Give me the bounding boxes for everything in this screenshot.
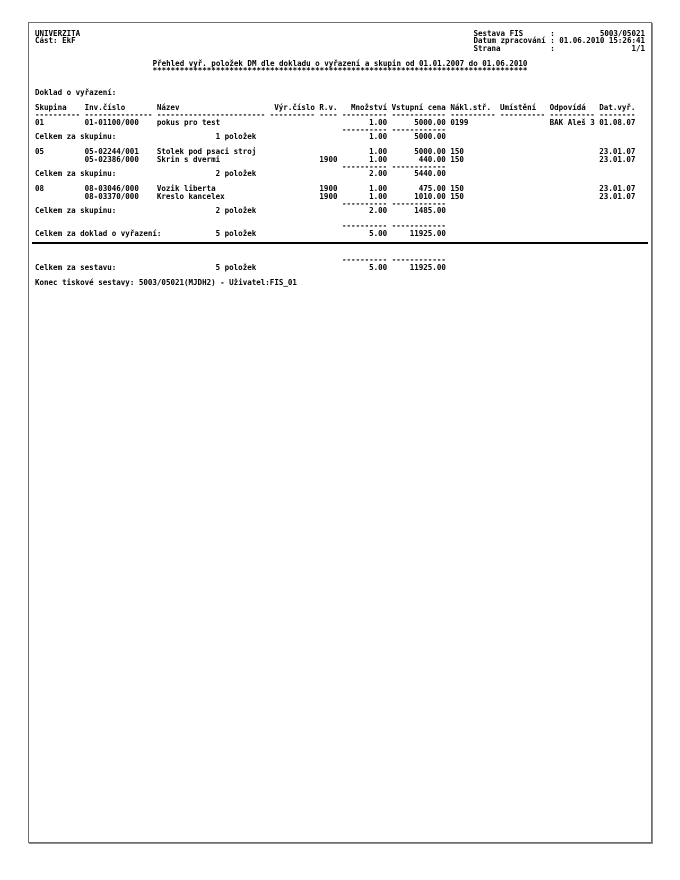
dash: ------------------------ <box>156 110 266 120</box>
col-header: R.v. <box>319 102 338 112</box>
cell-vyr-cislo <box>270 119 320 126</box>
dash: ---------- <box>342 255 388 265</box>
col-header: Skupina <box>35 102 67 112</box>
cell-vyr-cislo <box>270 193 320 200</box>
meta-label: Strana <box>473 43 501 53</box>
cell-umisteni <box>500 148 550 155</box>
cell-vyr-cislo <box>270 156 320 163</box>
cell-mnozstvi: 1.00 <box>369 147 388 157</box>
total-count: 5 položek <box>215 228 257 238</box>
group-total-row <box>35 170 645 177</box>
cell-skupina: 01 <box>35 117 45 127</box>
dash: ---------- <box>342 221 388 231</box>
total-label: Celkem za sestavu: <box>35 262 117 272</box>
dash: -------- <box>599 110 636 120</box>
dash: ---------- <box>499 110 546 120</box>
total-qty: 2.00 <box>369 206 388 216</box>
total-qty: 2.00 <box>369 169 388 179</box>
cell-rv: 1900 <box>319 184 338 194</box>
col-header: Nákl.stř. <box>450 102 491 112</box>
document-total-row <box>35 230 645 237</box>
total-label: Celkem za skupinu: <box>35 206 117 216</box>
cell-inv-cislo: 01-01100/000 <box>84 117 139 127</box>
total-qty: 5.00 <box>369 262 388 272</box>
dash: --------------- <box>84 110 153 120</box>
cell-inv-cislo: 05-02244/001 <box>84 147 139 157</box>
cell-vstupni-cena: 5000.00 <box>414 147 446 157</box>
cell-nakl-str: 150 <box>450 154 464 164</box>
total-count: 5 položek <box>215 262 257 272</box>
col-header: Výr.číslo <box>274 102 315 112</box>
cell-nakl-str: 150 <box>450 147 464 157</box>
cell-umisteni <box>500 185 550 192</box>
section-rule <box>32 242 648 244</box>
total-amount: 1485.00 <box>414 206 446 216</box>
report-footer: Konec tiskové sestavy: 5003/05021(MJDH2) - Uživatel:FIS_01 <box>35 277 297 287</box>
cell-nakl-str: 150 <box>450 184 464 194</box>
total-count: 1 položek <box>215 132 257 142</box>
total-label: Celkem za doklad o vyřazení: <box>35 228 162 238</box>
cell-dat-vyr: 23.01.07 <box>599 184 636 194</box>
col-header: Množství <box>351 102 388 112</box>
meta-row-strana <box>473 45 645 52</box>
total-amount: 11925.00 <box>409 262 446 272</box>
total-count: 2 položek <box>215 169 257 179</box>
report-title: Přehled vyř. položek DM dle dokladu o vyřazení a skupin od 01.01.2007 do 01.06.2010 <box>152 58 528 68</box>
cell-nazev: pokus pro test <box>156 117 221 127</box>
subtotal-separator <box>35 200 645 207</box>
report-page <box>28 22 652 843</box>
meta-label: Datum zpracování <box>473 36 546 46</box>
cell-umisteni <box>500 193 550 200</box>
cell-skupina: 08 <box>35 184 45 194</box>
cell-skupina <box>35 193 85 200</box>
total-amount: 5440.00 <box>414 169 446 179</box>
cell-odpovida <box>550 156 600 163</box>
col-header: Vstupní cena <box>391 102 446 112</box>
total-amount: 11925.00 <box>409 228 446 238</box>
meta-label: Sestava FIS <box>473 29 524 38</box>
cell-skupina <box>35 156 85 163</box>
report-total-row <box>35 264 645 271</box>
col-header: Název <box>156 102 180 112</box>
dash: ---------- <box>341 110 388 120</box>
total-label: Celkem za skupinu: <box>35 169 117 179</box>
report-header-left <box>35 30 80 52</box>
total-count: 2 položek <box>215 206 257 216</box>
dash: ---------- <box>549 110 595 120</box>
cell-rv: 1900 <box>319 191 338 201</box>
dash: ------------ <box>391 198 446 208</box>
cell-vyr-cislo <box>270 148 320 155</box>
report-header-meta <box>473 30 645 52</box>
dash: ------------ <box>391 110 446 120</box>
cell-dat-vyr: 23.01.07 <box>599 154 636 164</box>
dash: ---------- <box>269 110 315 120</box>
total-amount: 5000.00 <box>414 132 446 142</box>
cell-inv-cislo: 05-02386/000 <box>84 154 139 164</box>
cell-odpovida <box>550 193 600 200</box>
cell-mnozstvi: 1.00 <box>369 154 388 164</box>
cell-vstupni-cena: 475.00 <box>418 184 446 194</box>
cell-rv <box>319 119 342 126</box>
subtotal-separator <box>35 126 645 133</box>
col-header: Inv.číslo <box>84 102 126 112</box>
cell-odpovida <box>550 185 600 192</box>
dash: ------------ <box>391 162 446 172</box>
subtotal-separator <box>35 163 645 170</box>
cell-vyr-cislo <box>270 185 320 192</box>
meta-value: 5003/05021 <box>599 29 645 38</box>
cell-umisteni <box>500 119 550 126</box>
table-row <box>35 193 645 200</box>
meta-colon: : <box>550 36 555 46</box>
cell-dat-vyr: 23.01.07 <box>599 191 636 201</box>
group-total-row <box>35 133 645 140</box>
meta-colon: : <box>550 29 555 38</box>
table-row <box>35 156 645 163</box>
dash: ------------ <box>391 221 446 231</box>
cell-mnozstvi: 1.00 <box>369 191 388 201</box>
cell-odpovida: BAK Aleš 3 <box>549 117 595 127</box>
cell-mnozstvi: 1.00 <box>369 117 388 127</box>
meta-colon: : <box>550 43 555 53</box>
report-header <box>35 30 645 52</box>
cell-vstupni-cena: 440.00 <box>418 154 446 164</box>
subtotal-separator <box>35 256 645 263</box>
cell-rv: 1900 <box>319 154 338 164</box>
total-qty: 1.00 <box>369 132 388 142</box>
col-header: Odpovídá <box>549 102 586 112</box>
group-total-row <box>35 207 645 214</box>
dash: ---- <box>319 110 338 120</box>
dash: ---------- <box>35 110 81 120</box>
dash: ---------- <box>342 198 388 208</box>
cell-inv-cislo: 08-03370/000 <box>84 191 139 201</box>
cell-dat-vyr: 23.01.07 <box>599 147 636 157</box>
section-label: Doklad o vyřazení: <box>35 88 117 98</box>
dash: ---------- <box>342 125 388 135</box>
total-qty: 5.00 <box>369 228 388 238</box>
cell-nakl-str: 0199 <box>450 117 469 127</box>
cell-nazev: Vozik liberta <box>156 184 216 194</box>
table-row <box>35 119 645 126</box>
cell-umisteni <box>500 156 550 163</box>
col-header: Umístění <box>499 102 537 112</box>
report-title-underline: *********************************************************************************** <box>152 65 528 75</box>
total-label: Celkem za skupinu: <box>35 132 117 142</box>
cell-odpovida <box>550 148 600 155</box>
cell-skupina: 05 <box>35 147 45 157</box>
cell-dat-vyr: 01.08.07 <box>599 117 636 127</box>
cell-nazev: Stolek pod psaci stroj <box>156 147 257 157</box>
cell-inv-cislo: 08-03046/000 <box>84 184 139 194</box>
cell-nazev: Kreslo kancelex <box>156 191 225 201</box>
org-name: UNIVERZITA <box>35 29 81 38</box>
cell-vstupni-cena: 1010.00 <box>414 191 446 201</box>
cell-mnozstvi: 1.00 <box>369 184 388 194</box>
department: Část: EkF <box>35 36 76 46</box>
dash: ------------ <box>391 125 446 135</box>
dash: ---------- <box>450 110 496 120</box>
meta-value: 01.06.2010 15:26:41 <box>559 36 646 46</box>
col-header: Dat.vyř. <box>599 102 636 112</box>
dash: ---------- <box>342 162 388 172</box>
meta-value: 1/1 <box>631 43 645 53</box>
dash: ------------ <box>391 255 446 265</box>
cell-vstupni-cena: 5000.00 <box>414 117 446 127</box>
cell-nakl-str: 150 <box>450 191 464 201</box>
cell-nazev: Skrin s dvermi <box>156 154 221 164</box>
